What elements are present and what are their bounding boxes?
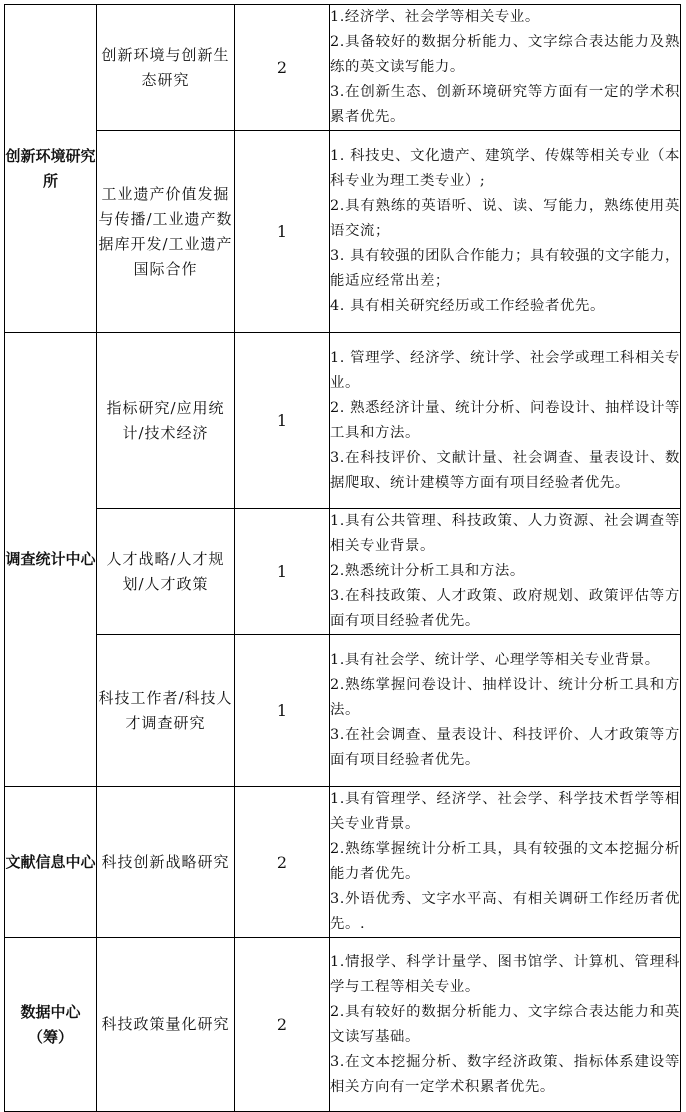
direction-cell: 人才战略/人才规划/人才政策 — [97, 509, 235, 635]
count-cell: 1 — [235, 635, 330, 787]
requirements-cell — [330, 938, 681, 1112]
table-row — [5, 635, 681, 787]
count-cell: 1 — [235, 131, 330, 333]
requirement-item: 3.在科技评价、文献计量、社会调查、量表设计、数据爬取、统计建模等方面有项目经验者优先。 — [330, 449, 680, 491]
department-cell: 数据中心（筹） — [5, 938, 97, 1112]
recruitment-table — [4, 4, 681, 1112]
requirement-item: 3.在科技政策、人才政策、政府规划、政策评估等方面有项目经验者优先。 — [330, 588, 680, 629]
requirement-item: 1.情报学、科学计量学、图书馆学、计算机、管理科学与工程等相关专业。 — [330, 953, 680, 995]
requirement-item: 2.熟练掌握问卷设计、抽样设计、统计分析工具和方法。 — [330, 677, 680, 718]
requirement-item: 1.经济学、社会学等相关专业。 — [330, 9, 540, 25]
requirement-item: 1.具有管理学、经济学、社会学、科学技术哲学等相关专业背景。 — [330, 791, 680, 832]
direction-cell: 科技创新战略研究 — [97, 787, 235, 938]
count-cell: 1 — [235, 509, 330, 635]
requirement-item: 1.具有社会学、统计学、心理学等相关专业背景。 — [330, 652, 660, 668]
direction-cell: 工业遗产价值发掘与传播/工业遗产数据库开发/工业遗产国际合作 — [97, 131, 235, 333]
department-cell: 创新环境研究所 — [5, 5, 97, 333]
requirement-item: 1.具有公共管理、科技政策、人力资源、社会调查等相关专业背景。 — [330, 513, 680, 554]
direction-cell: 创新环境与创新生态研究 — [97, 5, 235, 131]
department-cell: 文献信息中心 — [5, 787, 97, 938]
requirements-cell — [330, 787, 681, 938]
requirement-item: 1. 科技史、文化遗产、建筑学、传媒等相关专业（本科专业为理工类专业）; — [330, 148, 680, 189]
requirement-item: 3.外语优秀、文字水平高、有相关调研工作经历者优先。. — [330, 891, 680, 932]
requirement-item: 3.在社会调查、量表设计、科技评价、人才政策等方面有项目经验者优先。 — [330, 727, 680, 768]
direction-cell: 科技工作者/科技人才调查研究 — [97, 635, 235, 787]
direction-cell: 科技政策量化研究 — [97, 938, 235, 1112]
table-row — [5, 5, 681, 131]
requirement-item: 2.具备较好的数据分析能力、文字综合表达能力及熟练的英文读写能力。 — [330, 34, 680, 75]
requirement-item: 4. 具有相关研究经历或工作经验者优先。 — [330, 298, 605, 314]
table-row — [5, 938, 681, 1112]
table-row — [5, 131, 681, 333]
requirement-item: 2.具有较好的数据分析能力、文字综合表达能力和英文读写基础。 — [330, 1003, 680, 1045]
table-row — [5, 509, 681, 635]
requirement-item: 2.熟悉统计分析工具和方法。 — [330, 563, 525, 579]
table-row — [5, 787, 681, 938]
requirement-item: 2.具有熟练的英语听、说、读、写能力，熟练使用英语交流； — [330, 198, 680, 239]
requirement-item: 2.熟练掌握统计分析工具，具有较强的文本挖掘分析能力者优先。 — [330, 841, 680, 882]
requirements-cell — [330, 509, 681, 635]
requirements-cell — [330, 131, 681, 333]
requirements-cell — [330, 5, 681, 131]
table-row — [5, 333, 681, 509]
requirements-cell — [330, 333, 681, 509]
requirement-item: 3. 具有较强的团队合作能力；具有较强的文字能力，能适应经常出差； — [330, 248, 680, 289]
direction-cell: 指标研究/应用统计/技术经济 — [97, 333, 235, 509]
count-cell: 1 — [235, 333, 330, 509]
department-cell: 调查统计中心 — [5, 333, 97, 787]
count-cell: 2 — [235, 938, 330, 1112]
requirement-item: 3.在创新生态、创新环境研究等方面有一定的学术积累者优先。 — [330, 84, 680, 125]
requirement-item: 1. 管理学、经济学、统计学、社会学或理工科相关专业。 — [330, 349, 680, 391]
requirement-item: 2. 熟悉经济计量、统计分析、问卷设计、抽样设计等工具和方法。 — [330, 399, 680, 441]
count-cell: 2 — [235, 5, 330, 131]
requirements-cell — [330, 635, 681, 787]
requirement-item: 3.在文本挖掘分析、数字经济政策、指标体系建设等相关方向有一定学术积累者优先。 — [330, 1053, 680, 1095]
count-cell: 2 — [235, 787, 330, 938]
